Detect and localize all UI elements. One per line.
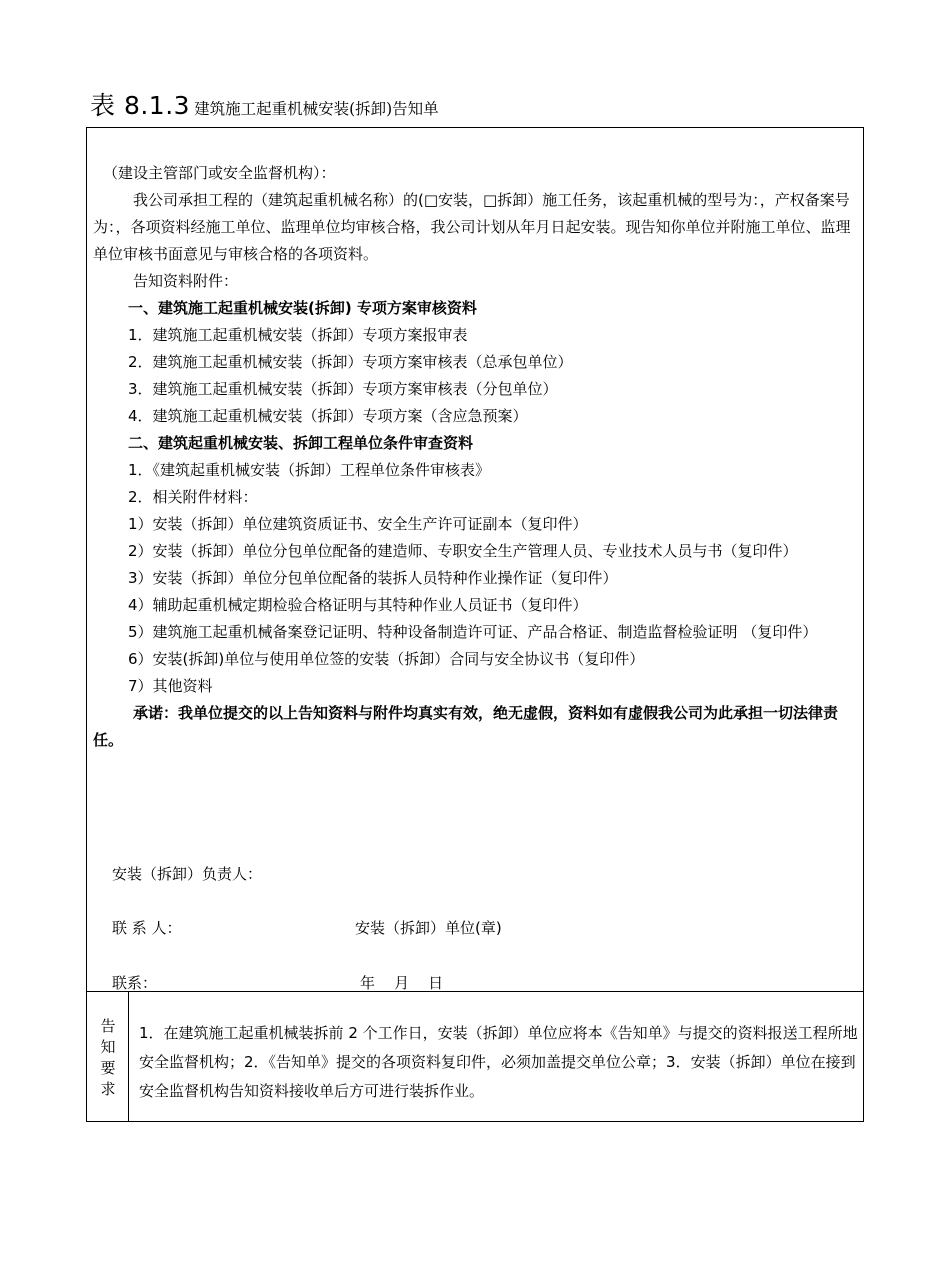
section2-subitem: 3）安装（拆卸）单位分包单位配备的装拆人员特种作业操作证（复印件） [128,569,618,587]
section2-item: 1．《建筑起重机械安装（拆卸）工程单位条件审核表》 [128,461,491,479]
contact-person-label: 联 系 人： [112,919,182,937]
form-title [90,86,439,122]
responsible-person-label: 安装（拆卸）负责人： [112,865,263,883]
section2-title: 二、建筑起重机械安装、拆卸工程单位条件审查资料 [128,434,474,452]
section1-item: 1．建筑施工起重机械安装（拆卸）专项方案报审表 [128,326,468,344]
section-divider [86,991,864,992]
date-label: 年 月 日 [360,974,444,992]
contact-label: 联系： [112,974,158,992]
recipient-line: （建设主管部门或安全监督机构）： [103,164,336,182]
intro-paragraph: 我公司承担工程的（建筑起重机械名称）的(□安装，□拆卸）施工任务，该起重机械的型号为：，产权备案号为：，各项资料经施工单位、监理单位均审核合格，我公司计划从年月日起安装。现告知你单位并附施工单位、监理单位审核书面意见与审核合格的各项资料。 [93,191,851,263]
section2-subitem: 1）安装（拆卸）单位建筑资质证书、安全生产许可证副本（复印件） [128,515,588,533]
section2-subitem: 2）安装（拆卸）单位分包单位配备的建造师、专职安全生产管理人员、专业技术人员与书（复印件） [128,542,798,560]
form-title-text: 建筑施工起重机械安装(拆卸)告知单 [194,100,439,118]
section2-subitem: 4）辅助起重机械定期检验合格证明与其特种作业人员证书（复印件） [128,596,588,614]
notice-body [93,160,857,754]
unit-seal-label: 安装（拆卸）单位(章) [355,919,502,937]
requirements-column-divider [128,992,129,1122]
section2-subitem: 7）其他资料 [128,677,213,695]
attachments-label: 告知资料附件： [133,272,239,290]
requirements-label: 告知要求 [100,1017,116,1098]
section1-title: 一、建筑施工起重机械安装(拆卸) 专项方案审核资料 [128,299,477,317]
form-number: 表 8.1.3 [90,91,191,120]
section2-item: 2．相关附件材料： [128,488,258,506]
section2-subitem: 6）安装(拆卸)单位与使用单位签的安装（拆卸）合同与安全协议书（复印件） [128,650,645,668]
section1-item: 2．建筑施工起重机械安装（拆卸）专项方案审核表（总承包单位） [128,353,573,371]
section2-subitem: 5）建筑施工起重机械备案登记证明、特种设备制造许可证、产品合格证、制造监督检验证明 （复印件） [128,623,818,641]
requirements-text: 1．在建筑施工起重机械装拆前 2 个工作日，安装（拆卸）单位应将本《告知单》与提交的资料报送工程所地安全监督机构；2．《告知单》提交的各项资料复印件，必须加盖提交单位公章；3．安装（拆卸）单位在接到安全监督机构告知资料接收单后方可进行装拆作业。 [139,1024,858,1100]
section1-item: 3．建筑施工起重机械安装（拆卸）专项方案审核表（分包单位） [128,380,558,398]
section1-item: 4．建筑施工起重机械安装（拆卸）专项方案（含应急预案） [128,407,528,425]
promise-statement: 承诺：我单位提交的以上告知资料与附件均真实有效，绝无虚假，资料如有虚假我公司为此承担一切法律责任。 [93,704,839,749]
